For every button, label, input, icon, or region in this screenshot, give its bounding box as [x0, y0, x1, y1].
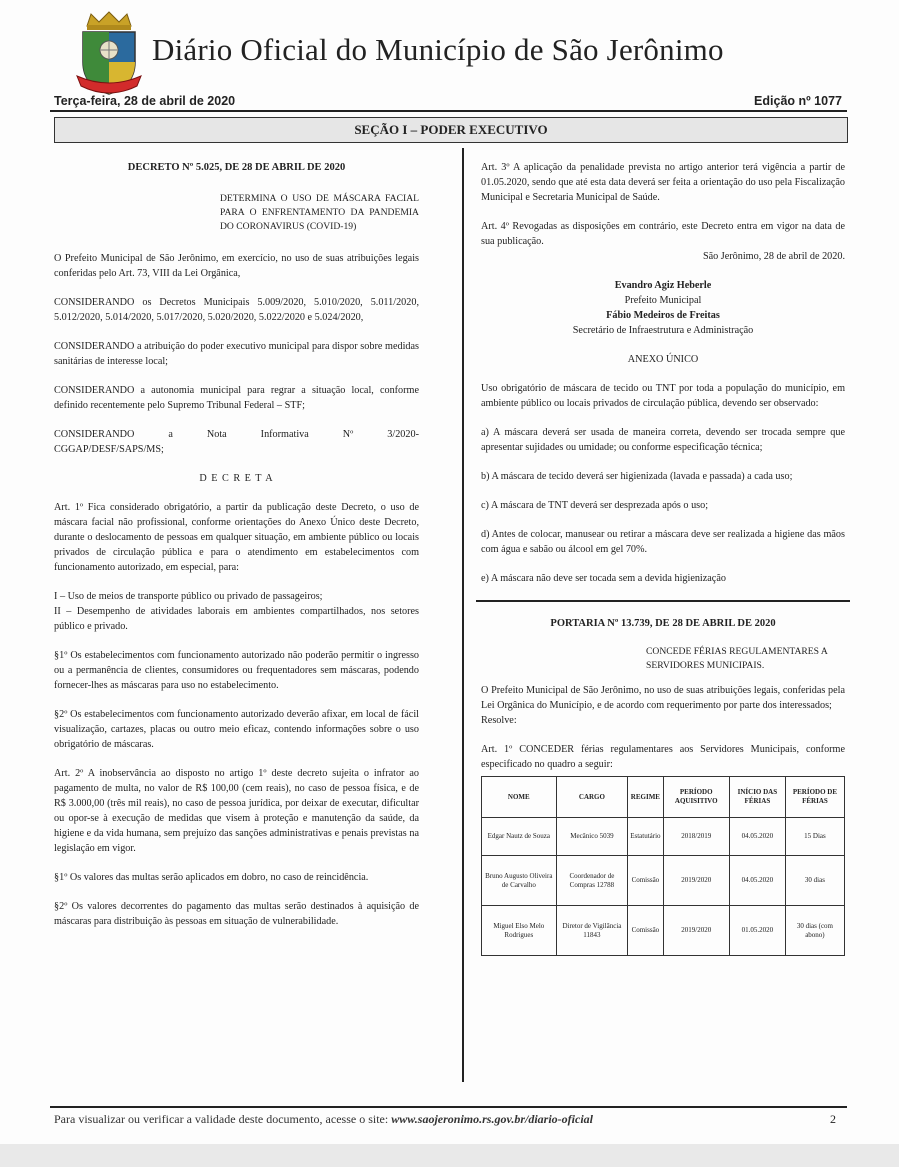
portaria-resolve: Resolve: [481, 715, 517, 726]
table-cell: 30 dias [785, 856, 844, 906]
table-row [482, 856, 845, 906]
article-2-paragraph-2: §2º Os valores decorrentes do pagamento das multas serão destinados à aquisição de máscaras para distribuição às pessoas em situação de vulnerabilidade. [54, 901, 419, 927]
considerando-4 [54, 427, 419, 442]
table-row [482, 818, 845, 856]
scan-bottom-margin [0, 1144, 899, 1167]
considerando-4-word: 3/2020- [387, 429, 419, 440]
decree-intro: O Prefeito Municipal de São Jerônimo, em exercício, no uso de suas atribuições legais conferidas pelo Art. 73, VIII da Lei Orgânica, [54, 253, 419, 279]
column-header: PERÍODO DE FÉRIAS [785, 777, 844, 818]
table-cell: Diretor de Vigilância 11843 [556, 906, 628, 956]
annex-intro: Uso obrigatório de máscara de tecido ou TNT por toda a população do município, em ambiente público ou locais privados de circulação pública, devendo ser observado: [481, 383, 845, 409]
considerando-4-word: Nota [206, 429, 227, 440]
table-cell: 15 Dias [785, 818, 844, 856]
table-cell: Bruno Augusto Oliveira de Carvalho [482, 856, 557, 906]
table-cell: Comissão [628, 856, 663, 906]
article-2: Art. 2º A inobservância ao disposto no artigo 1º deste decreto sujeita o infrator ao pagamento de multa, no valor de R$ 100,00 (cem reais), no caso de pessoa física, e de R$ 3.000,00 (três mil reais), no caso de pessoa jurídica, por deixar de executar, dificultar ou opor-se à execução de medidas que visem à proteção e manutenção da saúde, da higiene e da vida humana, sem prejuízo das sanções administrativas e penais previstas na legislação em vigor. [54, 768, 419, 854]
edition-number: Edição nº 1077 [754, 94, 842, 108]
table-cell: 2018/2019 [663, 818, 729, 856]
table-row [482, 906, 845, 956]
article-1-paragraph-1: §1º Os estabelecimentos com funcionamento autorizado não poderão permitir o ingresso ou a permanência de clientes, consumidores ou frequentadores sem máscaras, podendo fornecer-lhes as máscaras para uso no estabelecimento. [54, 650, 419, 691]
table-cell: Miguel Elso Melo Rodrigues [482, 906, 557, 956]
table-cell: 2019/2020 [663, 856, 729, 906]
table-cell: Estatutário [628, 818, 663, 856]
portaria-heading: PORTARIA Nº 13.739, DE 28 DE ABRIL DE 2020 [550, 618, 776, 629]
considerando-4-end: CGGAP/DESF/SAPS/MS; [54, 444, 164, 455]
article-1-paragraph-2: §2º Os estabelecimentos com funcionamento autorizado deverão afixar, em local de fácil visualização, cartazes, placas ou outro meio eficaz, contendo informações sobre o uso obrigatório de máscaras. [54, 709, 419, 750]
table-cell: 01.05.2020 [729, 906, 785, 956]
annex-item-e: e) A máscara não deve ser tocada sem a devida higienização [481, 573, 726, 584]
decree-ementa: DETERMINA O USO DE MÁSCARA FACIAL PARA O ENFRENTAMENTO DA PANDEMIA DO CORONAVIRUS (COVID-19) [220, 193, 419, 232]
table-cell: Edgar Nautz de Souza [482, 818, 557, 856]
article-4: Art. 4º Revogadas as disposições em contrário, este Decreto entra em vigor na data de sua publicação. [481, 221, 845, 247]
annex-item-d: d) Antes de colocar, manusear ou retirar a máscara deve ser realizada a higiene das mãos com água e sabão ou álcool em gel 70%. [481, 529, 845, 555]
article-3: Art. 3º A aplicação da penalidade prevista no artigo anterior terá vigência a partir de 01.05.2020, sendo que até esta data deverá ser feita a orientação do uso pela Fiscalização Municipal e Secretaria Municipal de Saúde. [481, 162, 845, 203]
signatory-2-role: Secretário de Infraestrutura e Administração [572, 325, 754, 336]
considerando-4-word: a [168, 429, 173, 440]
annex-title: ANEXO ÚNICO [627, 354, 699, 365]
left-column [54, 160, 419, 929]
verification-link[interactable]: www.saojeronimo.rs.gov.br/diario-oficial [391, 1112, 593, 1126]
signatory-1-name: Evandro Agiz Heberle [614, 280, 712, 291]
annex-item-a: a) A máscara deverá ser usada de maneira correta, devendo ser trocada sempre que apresentar sujidades ou umidade; ou conforme especificação técnica; [481, 427, 845, 453]
table-cell: Mecânico 5039 [556, 818, 628, 856]
footer-rule [50, 1106, 847, 1108]
footer-text: Para visualizar ou verificar a validade deste documento, acesse o site: [54, 1112, 392, 1126]
table-cell: 04.05.2020 [729, 818, 785, 856]
vacation-table [481, 776, 845, 956]
coat-of-arms-logo [75, 10, 143, 98]
column-header: INÍCIO DAS FÉRIAS [729, 777, 785, 818]
table-header-row [482, 777, 845, 818]
table-cell: 04.05.2020 [729, 856, 785, 906]
portaria-article-1: Art. 1º CONCEDER férias regulamentares aos Servidores Municipais, conforme especificado no quadro a seguir: [481, 744, 845, 770]
considerando-1: CONSIDERANDO os Decretos Municipais 5.009/2020, 5.010/2020, 5.011/2020, 5.012/2020, 5.014/2020, 5.017/2020, 5.020/2020, 5.022/2020 e 5.024/2020, [54, 297, 419, 323]
page-number: 2 [830, 1112, 836, 1126]
column-header: REGIME [628, 777, 663, 818]
place-and-date: São Jerônimo, 28 de abril de 2020. [702, 251, 845, 262]
decree-heading: DECRETO Nº 5.025, DE 28 DE ABRIL DE 2020 [127, 162, 346, 173]
column-divider [462, 148, 464, 1082]
annex-item-c: c) A máscara de TNT deverá ser desprezada após o uso; [481, 500, 709, 511]
signatory-1-role: Prefeito Municipal [624, 295, 702, 306]
gazette-title: Diário Oficial do Município de São Jerônimo [152, 32, 724, 67]
table-cell: 30 dias (com abono) [785, 906, 844, 956]
header-rule [50, 110, 847, 112]
considerando-4-word: CONSIDERANDO [54, 429, 135, 440]
column-header: PERÍODO AQUISITIVO [663, 777, 729, 818]
table-cell: Comissão [628, 906, 663, 956]
article-2-paragraph-1: §1º Os valores das multas serão aplicados em dobro, no caso de reincidência. [54, 872, 369, 883]
table-cell: Coordenador de Compras 12788 [556, 856, 628, 906]
considerando-4-word: Nº [342, 429, 354, 440]
footer-note [54, 1112, 593, 1127]
article-1: Art. 1º Fica considerado obrigatório, a partir da publicação deste Decreto, o uso de máscara facial não profissional, conforme orientações do Anexo Único deste Decreto, durante o deslocamento de pessoas em qualquer situação, em ambiente público ou locais privados de circulação pública e para o atendimento em estabelecimentos com funcionamento autorizado, em especial, para: [54, 502, 419, 573]
column-header: CARGO [556, 777, 628, 818]
inciso-1: I – Uso de meios de transporte público ou privado de passageiros; [54, 591, 323, 602]
column-header: NOME [482, 777, 557, 818]
inciso-2: II – Desempenho de atividades laborais em ambientes compartilhados, nos setores público e privado. [54, 606, 419, 632]
right-column [481, 160, 845, 956]
considerando-2: CONSIDERANDO a atribuição do poder executivo municipal para dispor sobre medidas sanitárias de interesse local; [54, 341, 419, 367]
annex-item-b: b) A máscara de tecido deverá ser higienizada (lavada e passada) a cada uso; [481, 471, 793, 482]
considerando-4-word: Informativa [260, 429, 309, 440]
portaria-intro: O Prefeito Municipal de São Jerônimo, no uso de suas atribuições legais, conferidas pela Lei Orgânica do Município, e de acordo com requerimento por parte dos interessados; [481, 685, 845, 711]
signatory-2-name: Fábio Medeiros de Freitas [606, 310, 720, 321]
section-title: SEÇÃO I – PODER EXECUTIVO [54, 117, 848, 143]
table-cell: 2019/2020 [663, 906, 729, 956]
issue-date: Terça-feira, 28 de abril de 2020 [54, 94, 236, 108]
decreta-heading: D E C R E T A [199, 473, 274, 484]
portaria-ementa: CONCEDE FÉRIAS REGULAMENTARES A SERVIDORES MUNICIPAIS. [646, 646, 828, 671]
considerando-3: CONSIDERANDO a autonomia municipal para regrar a situação local, conforme definido recentemente pelo Supremo Tribunal Federal – STF; [54, 385, 419, 411]
